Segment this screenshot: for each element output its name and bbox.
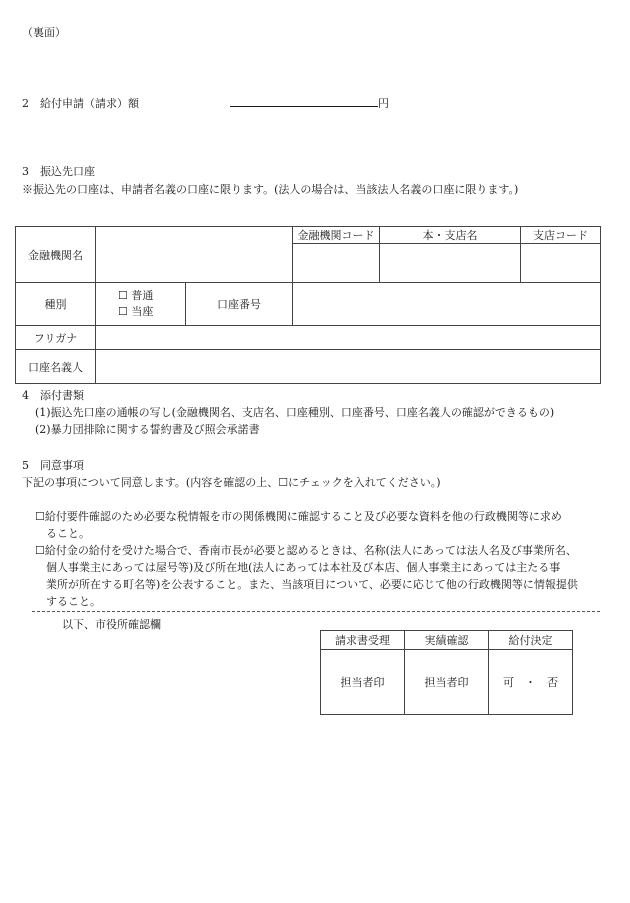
branch-name-field[interactable] bbox=[380, 244, 521, 283]
office-col-receipt: 請求書受理 bbox=[321, 631, 405, 650]
attachment-item-2: (2)暴力団排除に関する誓約書及び照会承諾書 bbox=[35, 423, 260, 436]
office-heading: 以下、市役所確認欄 bbox=[62, 618, 161, 631]
bank-account-table bbox=[15, 226, 601, 384]
consent-item-1[interactable] bbox=[35, 508, 562, 542]
consent-item-1-line: ること。 bbox=[35, 527, 90, 540]
checkbox-savings[interactable]: ☐ 普通 bbox=[118, 289, 154, 302]
section3-title: 3 振込先口座 bbox=[22, 165, 95, 178]
furigana-label: フリガナ bbox=[16, 326, 96, 350]
bank-code-field[interactable] bbox=[293, 244, 380, 283]
checkbox-checking[interactable]: ☐ 当座 bbox=[118, 305, 154, 318]
section2-title: 2 給付申請（請求）額 bbox=[22, 97, 139, 110]
branch-code-label: 支店コード bbox=[521, 227, 601, 244]
reverse-side-label: （裏面） bbox=[22, 26, 66, 39]
consent-item-1-line: ☐給付要件確認のため必要な税情報を市の関係機関に確認すること及び必要な資料を他の行政機関等に求め bbox=[35, 510, 562, 523]
account-note: ※振込先の口座は、申請者名義の口座に限ります。(法人の場合は、当該法人名義の口座に限ります。) bbox=[22, 183, 519, 196]
account-number-label: 口座番号 bbox=[186, 283, 293, 326]
bank-name-field[interactable] bbox=[96, 227, 293, 283]
furigana-field[interactable] bbox=[96, 326, 601, 350]
section4-title: 4 添付書類 bbox=[22, 389, 84, 402]
consent-item-2-line: 個人事業主にあっては屋号等)及び所在地(法人にあっては本社及び本店、個人事業主にあっては主たる事 bbox=[35, 561, 561, 574]
office-confirmation-table bbox=[320, 630, 573, 715]
account-holder-field[interactable] bbox=[96, 350, 601, 384]
consent-item-2-line: すること。 bbox=[35, 595, 101, 608]
office-cell-performance-stamp: 担当者印 bbox=[405, 650, 489, 715]
branch-name-label: 本・支店名 bbox=[380, 227, 521, 244]
consent-item-2[interactable] bbox=[35, 542, 578, 610]
account-number-field[interactable] bbox=[293, 283, 601, 326]
branch-code-field[interactable] bbox=[521, 244, 601, 283]
consent-item-2-line: 業所が所在する町名等)を公表すること。また、当該項目について、必要に応じて他の行政機関等に情報提供 bbox=[35, 578, 578, 591]
bank-code-label: 金融機関コード bbox=[293, 227, 380, 244]
amount-field[interactable] bbox=[230, 92, 378, 107]
consent-item-2-line: ☐給付金の給付を受けた場合で、香南市長が必要と認めるときは、名称(法人にあっては法人名及び事業所名、 bbox=[35, 544, 577, 557]
section5-title: 5 同意事項 bbox=[22, 459, 84, 472]
office-col-decision: 給付決定 bbox=[489, 631, 573, 650]
office-cell-receipt-stamp: 担当者印 bbox=[321, 650, 405, 715]
bank-name-label: 金融機関名 bbox=[16, 227, 96, 283]
office-cell-decision: 可 ・ 否 bbox=[489, 650, 573, 715]
account-holder-label: 口座名義人 bbox=[16, 350, 96, 384]
account-type-label: 種別 bbox=[16, 283, 96, 326]
amount-unit: 円 bbox=[378, 97, 389, 110]
consent-intro: 下記の事項について同意します。(内容を確認の上、☐にチェックを入れてください。) bbox=[22, 476, 441, 489]
account-type-options bbox=[96, 283, 186, 326]
office-col-performance: 実績確認 bbox=[405, 631, 489, 650]
cut-line bbox=[32, 611, 600, 612]
attachment-item-1: (1)振込先口座の通帳の写し(金融機関名、支店名、口座種別、口座番号、口座名義人の確認ができるもの) bbox=[35, 406, 555, 419]
